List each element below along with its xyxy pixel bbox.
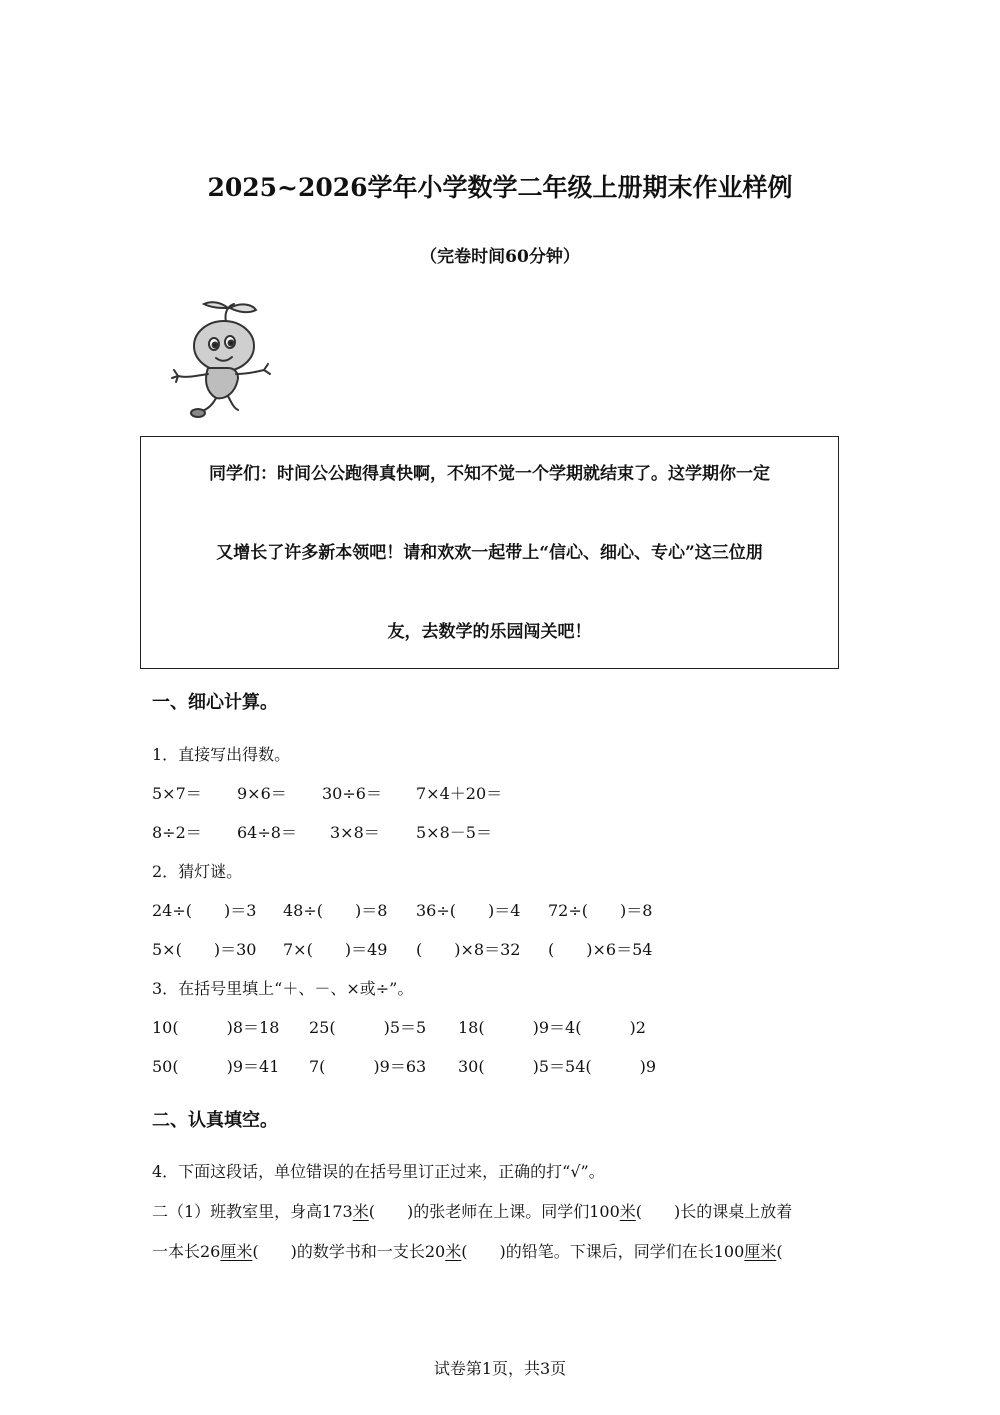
expression: ( )×8＝32 xyxy=(416,940,521,959)
expression: 30( )5＝54( )9 xyxy=(458,1057,657,1076)
unit-word: 厘米 xyxy=(220,1242,253,1261)
unit-word: 厘米 xyxy=(744,1242,777,1261)
page-subtitle: （完卷时间60分钟） xyxy=(420,247,580,267)
intro-line-3: 友，去数学的乐园闯关吧！ xyxy=(387,622,592,642)
expression: 24÷( )＝3 xyxy=(152,901,257,920)
expression: 64÷8＝ xyxy=(237,823,297,842)
question-4-paragraph-line-1 xyxy=(152,1199,792,1222)
unit-word: 米 xyxy=(445,1242,462,1261)
text-segment: ( )长的课桌上放着 xyxy=(635,1202,793,1221)
mascot-illustration xyxy=(168,294,272,418)
expression: 36÷( )＝4 xyxy=(416,901,521,920)
expression: 5×7＝ xyxy=(152,784,202,803)
expression: 18( )9＝4( )2 xyxy=(458,1018,646,1037)
expression: 3×8＝ xyxy=(330,823,380,842)
section-1-heading: 一、细心计算。 xyxy=(152,692,278,713)
expression: ( )×6＝54 xyxy=(548,940,653,959)
text-segment: 二（1）班教室里，身高173 xyxy=(152,1202,353,1221)
intro-box xyxy=(140,436,839,669)
intro-line-1: 同学们：时间公公跑得真快啊，不知不觉一个学期就结束了。这学期你一定 xyxy=(209,464,770,484)
expression: 8÷2＝ xyxy=(152,823,202,842)
intro-line-2: 又增长了许多新本领吧！请和欢欢一起带上“信心、细心、专心”这三位朋 xyxy=(216,543,763,563)
expression: 25( )5＝5 xyxy=(309,1018,427,1037)
text-segment: ( xyxy=(776,1242,783,1261)
expression: 7( )9＝63 xyxy=(309,1057,427,1076)
unit-word: 米 xyxy=(619,1202,636,1221)
expression: 7×4＋20＝ xyxy=(416,784,503,803)
question-4-paragraph-line-2 xyxy=(152,1239,783,1262)
question-2-label: 2．猜灯谜。 xyxy=(152,862,243,881)
page-footer: 试卷第1页，共3页 xyxy=(433,1359,567,1378)
text-segment: ( )的铅笔。下课后，同学们在长100 xyxy=(461,1242,745,1261)
expression: 5×8－5＝ xyxy=(416,823,492,842)
text-segment: 一本长26 xyxy=(152,1242,221,1261)
expression: 72÷( )＝8 xyxy=(548,901,653,920)
text-segment: ( )的张老师在上课。同学们100 xyxy=(368,1202,620,1221)
page-title: 2025~2026学年小学数学二年级上册期末作业样例 xyxy=(207,173,793,202)
text-segment: ( )的数学书和一支长20 xyxy=(252,1242,446,1261)
expression: 9×6＝ xyxy=(237,784,287,803)
unit-word: 米 xyxy=(352,1202,369,1221)
expression: 7×( )＝49 xyxy=(283,940,388,959)
expression: 5×( )＝30 xyxy=(152,940,257,959)
section-2-heading: 二、认真填空。 xyxy=(152,1110,278,1131)
expression: 10( )8＝18 xyxy=(152,1018,280,1037)
expression: 50( )9＝41 xyxy=(152,1057,280,1076)
question-1-label: 1．直接写出得数。 xyxy=(152,745,291,764)
question-4-label: 4．下面这段话，单位错误的在括号里订正过来，正确的打“√”。 xyxy=(152,1162,605,1181)
question-3-label: 3．在括号里填上“＋、－、×或÷”。 xyxy=(152,979,414,998)
expression: 30÷6＝ xyxy=(322,784,382,803)
expression: 48÷( )＝8 xyxy=(283,901,388,920)
